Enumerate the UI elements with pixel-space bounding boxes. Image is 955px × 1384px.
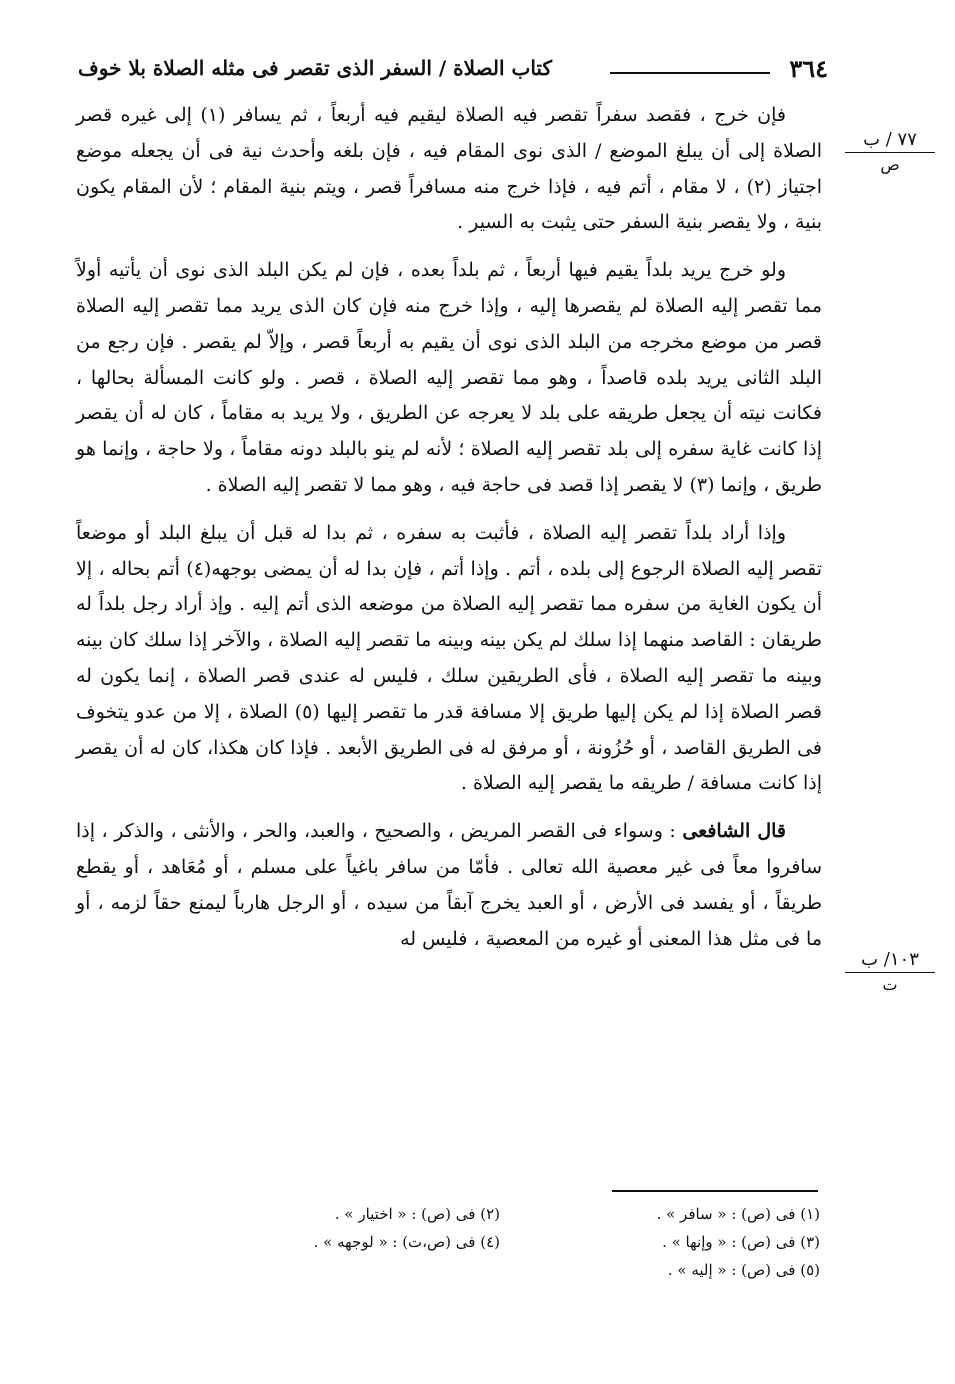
footnotes	[180, 1200, 820, 1284]
footnote: (٤) فى (ص،ت) : « لوجهه » .	[313, 1233, 500, 1251]
footnote-row	[180, 1256, 820, 1284]
footnote: (٥) فى (ص) : « إليه » .	[667, 1261, 820, 1279]
margin-note-siglum: ص	[880, 155, 900, 174]
paragraph-text: فإن خرج ، فقصد سفراً تقصر فيه الصلاة ليقيم فيه أربعاً ، ثم يسافر (١) إلى غيره قصر الصلاة إلى أن يبلغ الموضع / الذى نوى المقام فيه ، فإن بلغه وأحدث نية فى أن يجعله موضع اجتياز (٢) ، لا مقام ، أتم فيه ، فإذا خرج منه مسافراً قصر ، ويتم بنية المقام ؛ لأن المقام يكون بنية ، ولا يقصر بنية السفر حتى يثبت به السير .	[76, 104, 822, 234]
paragraph-text: وإذا أراد بلداً تقصر إليه الصلاة ، فأثبت به سفره ، ثم بدا له قبل أن يبلغ البلد أو موضعاً تقصر إليه الصلاة الرجوع إلى بلده ، أتم . وإذا أتم ، فإن بدا له أن يمضى بوجهه(٤) أتم بحاله ، إلا أن يكون الغاية من سفره مما تقصر إليه الصلاة من موضعه الذى أتم إليه . وإذ أراد رجل بلداً له طريقان : القاصد منهما إذا سلك لم يكن بينه وبينه ما تقصر إليه الصلاة ، والآخر إذا سلك كان بينه وبينه ما تقصر إليه الصلاة ، فأى الطريقين سلك ، فليس له عندى قصر الصلاة ، إنما يكون له قصر الصلاة إذا لم يكن إليها طريق إلا مسافة قدر ما تقصر إليها (٥) الصلاة ، إلا من عدو يتخوف فى الطريق القاصد ، أو حُزُونة ، أو مرفق له فى الطريق الأبعد . فإذا كان هكذا، كان له أن يقصر إذا كانت مسافة / طريقه ما يقصر إليه الصلاة .	[76, 521, 822, 795]
running-header	[78, 50, 828, 90]
paragraph-text: ولو خرج يريد بلداً يقيم فيها أربعاً ، ثم بلداً بعده ، فإن لم يكن البلد الذى نوى أن يأتيه أولاً مما تقصر إليه الصلاة لم يقصرها إليه ، وإذا خرج منه فإن كان الذى يريد مما تقصر إليه الصلاة قصر من موضع مخرجه من البلد الذى نوى أن يقيم به أربعاً قصر ، وإلاّ لم يقصر . فإن رجع من البلد الثانى يريد بلده قاصداً ، وهو مما تقصر إليه الصلاة ، قصر . ولو كانت المسألة بحالها ، فكانت نيته أن يجعل طريقه على بلد لا يعرجه عن الطريق ، ولا يريد به مقاماً ، كان له أن يقصر إذا كانت غاية سفره إلى بلد تقصر إليه الصلاة ؛ لأنه لم ينو بالبلد دونه مقاماً ، ولا حاجة ، وإنما هو طريق ، وإنما (٣) لا يقصر إذا قصد فى حاجة فيه ، وهو مما لا تقصر إليه الصلاة .	[76, 259, 822, 496]
footnote: (٣) فى (ص) : « وإنها » .	[662, 1233, 820, 1251]
paragraph	[76, 98, 822, 241]
main-text	[76, 98, 822, 969]
page-number: ٣٦٤	[789, 54, 828, 83]
margin-note-folio: ١٠٣/ ب	[845, 950, 935, 973]
paragraph	[76, 814, 822, 957]
paragraph-text: : وسواء فى القصر المريض ، والصحيح ، والعبد، والحر ، والأنثى ، والذكر ، إذا سافروا معاً فى غير معصية الله تعالى . فأمّا من سافر باغياً على مسلم ، أو مُعَاهد ، أو يقطع طريقاً ، أو يفسد فى الأرض ، أو العبد يخرج آبقاً من سيده ، أو الرجل هارباً ليمنع حقاً لزمه ، أو ما فى مثل هذا المعنى أو غيره من المعصية ، فليس له	[76, 820, 822, 950]
speaker-label: قال الشافعى	[682, 820, 786, 843]
margin-note-folio: ٧٧ / ب	[845, 130, 935, 153]
paragraph	[76, 516, 822, 802]
footnote-row	[180, 1228, 820, 1256]
footnote-rule	[612, 1190, 818, 1192]
header-rule	[610, 72, 770, 74]
paragraph	[76, 253, 822, 504]
margin-note-ms-folio	[845, 950, 935, 995]
margin-note-siglum: ت	[882, 975, 898, 994]
running-title: كتاب الصلاة / السفر الذى تقصر فى مثله الصلاة بلا خوف	[78, 56, 552, 80]
footnote: (٢) فى (ص) : « اختيار » .	[334, 1205, 500, 1223]
footnote	[180, 1256, 500, 1284]
margin-note-ms-folio	[845, 130, 935, 175]
footnote: (١) فى (ص) : « سافر » .	[656, 1205, 820, 1223]
footnote-row	[180, 1200, 820, 1228]
